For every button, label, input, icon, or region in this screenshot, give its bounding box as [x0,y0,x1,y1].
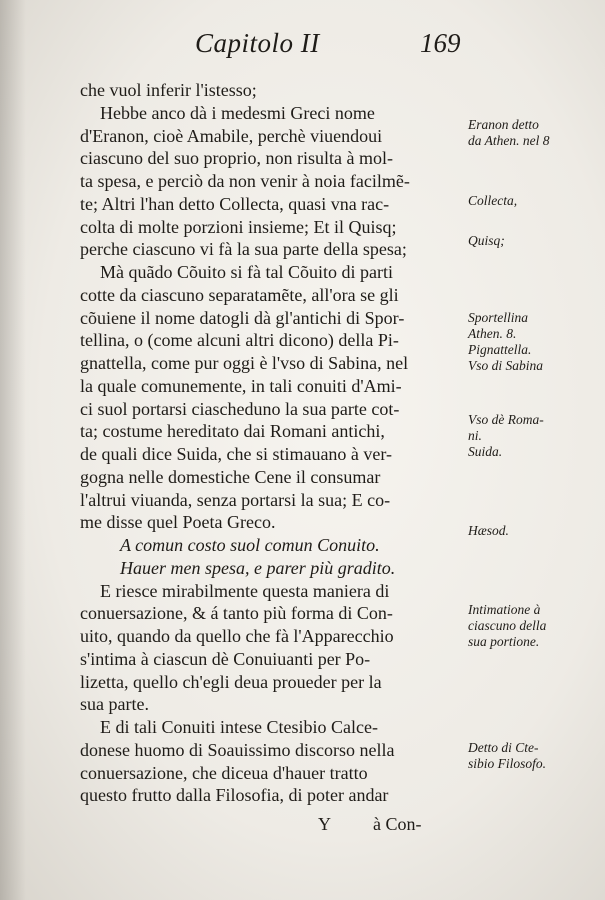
margin-note-line: Pignattella. [468,342,532,357]
margin-note [468,117,550,149]
margin-note [468,233,505,249]
text-line: sua parte. [80,694,149,715]
margin-note [468,310,543,374]
text-line: d'Eranon, cioè Amabile, perchè viuendoui [80,125,383,146]
text-line: lizetta, quello ch'egli deua proueder per la [80,671,382,692]
text-line: ta; costume hereditato dai Romani antichi, [80,421,385,442]
text-line: gogna nelle domestiche Cene il consumar [80,466,381,487]
text-line: perche ciascuno vi fà la sua parte della spesa; [80,239,407,260]
text-line: A comun costo suol comun Conuito. [120,535,380,555]
catchword: à Con- [373,814,422,834]
margin-note-line: sibio Filosofo. [468,756,547,771]
text-line: Hebbe anco dà i medesmi Greci nome [100,102,375,123]
text-line: Hauer men spesa, e parer più gradito. [120,557,396,578]
margin-note-line: Hæsod. [468,523,509,538]
margin-note-line: ciascuno della [468,618,547,633]
text-line: me disse quel Poeta Greco. [80,512,276,533]
text-line: te; Altri l'han detto Collecta, quasi vna rac- [80,193,390,214]
text-line: ciascuno del suo proprio, non risulta à mol- [80,148,393,169]
text-line: che vuol inferir l'istesso; [80,80,257,100]
margin-note [468,193,517,209]
margin-note-line: Suida. [468,444,503,459]
margin-note-line: sua portione. [468,634,540,649]
margin-note [468,412,544,460]
text-line: de quali dice Suida, che si stimauano à ver- [80,444,393,464]
text-line: l'altrui viuanda, senza portarsi la sua; E co- [80,489,391,510]
text-line: conuersazione, che diceua d'hauer tratto [80,762,368,783]
margin-note-line: Vso di Sabina [468,358,544,373]
main-text-column [80,79,465,807]
margin-note-line: Athen. 8. [468,326,517,341]
margin-note-line: Intimatione à [468,602,541,617]
text-line: E riesce mirabilmente questa maniera di [100,580,390,601]
running-header-title: Capitolo II [195,28,320,58]
text-line: conuersazione, & á tanto più forma di Con- [80,603,393,624]
signature-mark: Y [318,814,331,834]
margin-note [468,602,546,650]
margin-note-line: ni. [468,428,482,443]
margin-note [468,523,509,539]
text-line: cotte da ciascuno separatamẽte, all'ora se gli [80,284,399,305]
text-line: s'intima à ciascun dè Conuiuanti per Po- [80,648,371,669]
margin-note-line: Vso dè Roma- [468,412,544,427]
margin-note-line: da Athen. nel 8 [468,133,550,148]
text-line: uito, quando da quello che fà l'Apparecchio [80,626,394,646]
margin-note-line: Quisq; [468,233,505,248]
text-line: gnattella, come pur oggi è l'vso di Sabina, nel [80,353,409,373]
page-number: 169 [420,28,461,58]
margin-note-line: Eranon detto [468,117,539,132]
text-line: E di tali Conuiti intese Ctesibio Calce- [100,717,378,737]
margin-note-line: Detto di Cte- [468,740,539,755]
text-line: cõuiene il nome datogli dà gl'antichi di Spor- [80,307,405,328]
text-line: donese huomo di Soauissimo discorso nella [80,739,395,760]
margin-note [468,740,546,772]
text-line: ci suol portarsi ciascheduno la sua parte cot- [80,398,400,419]
text-line: ta spesa, e perciò da non venir à noia facilmẽ- [80,171,410,191]
margin-note-line: Sportellina [468,310,528,325]
text-line: la quale comunemente, in tali conuiti d'Ami- [80,375,402,396]
text-line: colta di molte porzioni insieme; Et il Quisq; [80,216,397,237]
text-line: tellina, o (come alcuni altri dicono) della Pi- [80,330,399,351]
margin-note-line: Collecta, [468,193,518,208]
text-line: Mà quãdo Cõuito si fà tal Cõuito di parti [100,262,393,282]
text-line: questo frutto dalla Filosofia, di poter andar [80,785,389,806]
